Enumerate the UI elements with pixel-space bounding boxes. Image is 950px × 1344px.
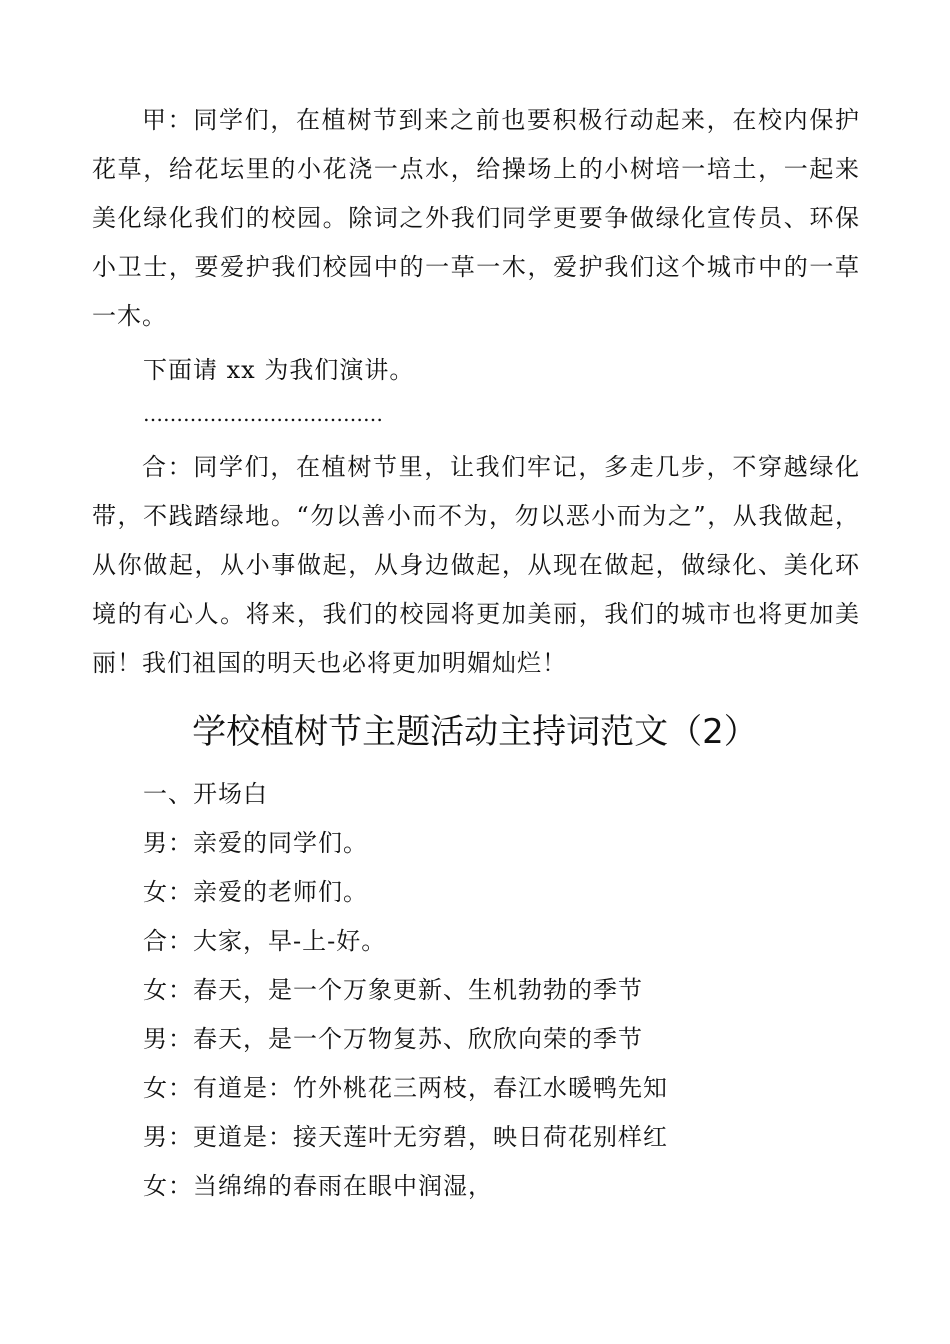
script-line: 合：大家，早-上-好。 <box>143 927 387 955</box>
paragraph-jia: 甲：同学们，在植树节到来之前也要积极行动起来，在校内保护花草，给花坛里的小花浇一点水，给操场上的小树培一培土，一起来美化绿化我们的校园。除词之外我们同学更要争做绿化宣传员、环保小卫士，要爱护我们校园中的一草一木，爱护我们这个城市中的一草一木。 <box>92 106 860 330</box>
script-line: 一、开场白 <box>143 780 268 808</box>
paragraph-intro-speaker: 下面请 xx 为我们演讲。 <box>143 356 415 384</box>
ellipsis-separator: ……………………………… <box>143 402 383 426</box>
script-line: 女：亲爱的老师们。 <box>143 878 368 906</box>
script-line: 女：春天，是一个万象更新、生机勃勃的季节 <box>143 976 643 1004</box>
script-line: 男：亲爱的同学们。 <box>143 829 368 857</box>
script-line: 女：有道是：竹外桃花三两枝，春江水暖鸭先知 <box>143 1074 668 1102</box>
paragraph-he: 合：同学们，在植树节里，让我们牢记，多走几步，不穿越绿化带，不践踏绿地。“勿以善小而不为，勿以恶小而为之”，从我做起，从你做起，从小事做起，从身边做起，从现在做起，做绿化、美化环境的有心人。将来，我们的校园将更加美丽，我们的城市也将更加美丽！我们祖国的明天也必将更加明媚灿烂！ <box>92 453 860 677</box>
script-line: 男：更道是：接天莲叶无穷碧，映日荷花别样红 <box>143 1123 668 1151</box>
section-title: 学校植树节主题活动主持词范文（2） <box>192 712 758 752</box>
script-line: 女：当绵绵的春雨在眼中润湿， <box>143 1172 493 1200</box>
script-line: 男：春天，是一个万物复苏、欣欣向荣的季节 <box>143 1025 643 1053</box>
